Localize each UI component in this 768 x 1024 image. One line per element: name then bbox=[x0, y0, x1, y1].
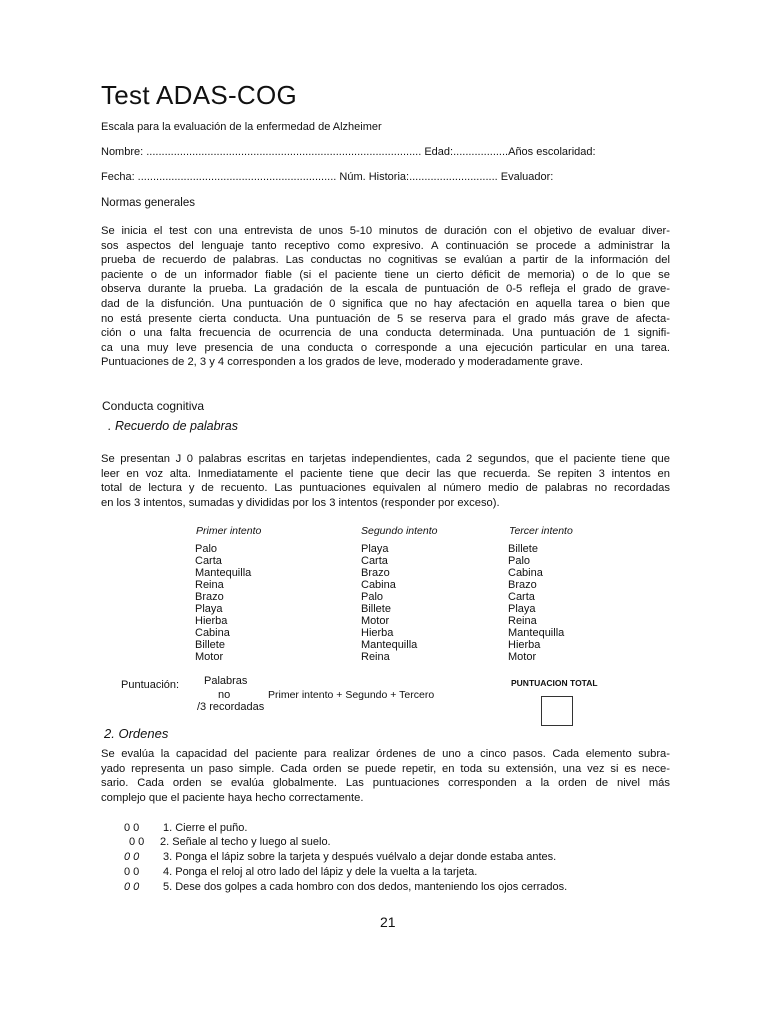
score-formula: Primer intento + Segundo + Tercero bbox=[268, 689, 435, 701]
puntuacion-total-label: PUNTUACION TOTAL bbox=[511, 678, 598, 688]
order-text: 2. Señale al techo y luego al suelo. bbox=[160, 836, 331, 848]
list-item: Brazo bbox=[361, 567, 390, 579]
list-item: Brazo bbox=[195, 591, 224, 603]
puntuacion-label: Puntuación: bbox=[121, 679, 180, 691]
ordenes-line: Se evalúa la capacidad del paciente para realizar órdenes de uno a cinco pasos. Cada elemento subra- bbox=[101, 748, 670, 760]
no-label: no bbox=[218, 689, 231, 701]
recuerdo-heading: . Recuerdo de palabras bbox=[108, 419, 238, 433]
list-item: Hierba bbox=[195, 615, 228, 627]
order-text: 1. Cierre el puño. bbox=[163, 822, 248, 834]
list-item: Carta bbox=[508, 591, 535, 603]
list-item: Motor bbox=[508, 651, 537, 663]
recuerdo-line: en los 3 intentos, sumadas y divididas por los 3 intentos (responder por exceso). bbox=[101, 496, 500, 509]
normas-heading: Normas generales bbox=[101, 197, 195, 209]
column-heading-tercer: Tercer intento bbox=[509, 525, 573, 537]
order-text: 3. Ponga el lápiz sobre la tarjeta y después vuélvalo a dejar donde estaba antes. bbox=[163, 851, 557, 863]
list-item: Mantequilla bbox=[508, 627, 565, 639]
column-heading-segundo: Segundo intento bbox=[361, 525, 438, 537]
list-item: Reina bbox=[195, 579, 224, 591]
ordenes-line: sario. Cada orden se evalúa globalmente. Las puntuaciones corresponden a la orden de nivel más bbox=[101, 777, 670, 790]
list-item: Billete bbox=[195, 639, 225, 651]
list-item: Palo bbox=[508, 555, 531, 567]
page-number: 21 bbox=[380, 914, 396, 930]
list-item: Palo bbox=[361, 591, 384, 603]
order-marks: 0 0 bbox=[129, 836, 145, 848]
list-item: Reina bbox=[361, 651, 390, 663]
list-item: Motor bbox=[361, 615, 390, 627]
order-text: 5. Dese dos golpes a cada hombro con dos dedos, manteniendo los ojos cerrados. bbox=[163, 881, 568, 893]
recordadas-label: /3 recordadas bbox=[197, 701, 265, 713]
score-total-box[interactable] bbox=[541, 696, 573, 726]
normas-line: no está presente cierta conducta. Una puntuación de 5 se reserva para el grado más grave de afecta- bbox=[101, 312, 670, 325]
order-marks: 0 0 bbox=[124, 866, 140, 878]
list-item: Cabina bbox=[195, 627, 230, 639]
normas-line: sos aspectos del lenguaje tanto receptivo como expresivo. A continuación se procede a administrar la bbox=[101, 239, 670, 252]
normas-line: Se inicia el test con una entrevista de unos 5-10 minutos de duración con el objetivo de evaluar diver- bbox=[101, 225, 670, 237]
word-list-segundo bbox=[361, 543, 417, 663]
list-item: Playa bbox=[195, 603, 223, 615]
ordenes-paragraph bbox=[101, 747, 670, 805]
palabras-label: Palabras bbox=[204, 675, 248, 687]
subtitle: Escala para la evaluación de la enfermedad de Alzheimer bbox=[101, 121, 382, 133]
list-item: Motor bbox=[195, 651, 224, 663]
normas-line: Puntuaciones de 2, 3 y 4 corresponden a los grados de leve, moderado y moderadamente grave. bbox=[101, 356, 583, 369]
column-heading-primer: Primer intento bbox=[196, 525, 262, 537]
order-marks: 0 0 bbox=[124, 822, 140, 834]
normas-line: paciente o de un informador fiable (si el paciente tiene un cierto déficit de memoria) o de lo que se bbox=[101, 268, 670, 281]
list-item: Playa bbox=[361, 543, 389, 555]
recuerdo-line: Se presentan J 0 palabras escritas en tarjetas independientes, cada 2 segundos, que el paciente tiene que bbox=[101, 453, 670, 465]
list-item: Playa bbox=[508, 603, 536, 615]
list-item: Palo bbox=[195, 543, 218, 555]
list-item: Hierba bbox=[508, 639, 541, 651]
list-item: Hierba bbox=[361, 627, 394, 639]
page-title: Test ADAS-COG bbox=[101, 80, 298, 110]
list-item: Cabina bbox=[508, 567, 543, 579]
order-text: 4. Ponga el reloj al otro lado del lápiz y dele la vuelta a la tarjeta. bbox=[163, 866, 478, 878]
normas-line: dad de la disfunción. Una puntuación de 0 significa que no hay afectación en aquella tarea o bien que bbox=[101, 297, 670, 310]
recuerdo-line: total de lectura y de recuento. Las puntuaciones equivalen al número medio de palabras no recordadas bbox=[101, 482, 670, 495]
list-item: Mantequilla bbox=[195, 567, 252, 579]
conducta-heading: Conducta cognitiva bbox=[102, 399, 205, 413]
list-item: Reina bbox=[508, 615, 537, 627]
list-item: Brazo bbox=[508, 579, 537, 591]
list-item: Carta bbox=[361, 555, 388, 567]
ordenes-heading: 2. Ordenes bbox=[104, 726, 169, 741]
word-list-tercer bbox=[508, 543, 564, 663]
list-item: Billete bbox=[508, 543, 538, 555]
recuerdo-line: leer en voz alta. Inmediatamente el paciente tiene que decir las que recuerda. Se repiten 3 intentos en bbox=[101, 467, 670, 480]
order-marks: 0 0 bbox=[124, 881, 140, 893]
normas-line: observa durante la prueba. La gradación de la escala de puntuación de 0-5 refleja el grado de grave- bbox=[101, 283, 670, 296]
list-item: Cabina bbox=[361, 579, 396, 591]
word-list-primer bbox=[195, 543, 251, 663]
list-item: Billete bbox=[361, 603, 391, 615]
normas-line: ción o una falta frecuencia de ocurrencia de una conducta determinada. Una puntuación de 1 signifi- bbox=[101, 327, 670, 340]
normas-line: ca una muy leve presencia de una conducta o corresponde a una ejecución particular en una tarea. bbox=[101, 341, 670, 354]
normas-paragraph bbox=[101, 224, 670, 370]
order-marks: 0 0 bbox=[124, 851, 140, 863]
list-item: Mantequilla bbox=[361, 639, 418, 651]
form-nombre-line: Nombre: .......................................................................................... Edad:..................Años escolaridad: bbox=[101, 146, 596, 158]
ordenes-line: yado representa un paso simple. Cada orden se puede repetir, en toda su extensión, una vez si es nece- bbox=[101, 762, 670, 775]
normas-line: prueba de recuerdo de palabras. Las conductas no cognitivas se evalúan a partir de la información del bbox=[101, 254, 670, 267]
form-fecha-line: Fecha: ................................................................. Núm. Historia:............................. Evaluador: bbox=[101, 171, 554, 183]
list-item: Carta bbox=[195, 555, 222, 567]
ordenes-line: complejo que el paciente haya hecho correctamente. bbox=[101, 791, 364, 804]
recuerdo-paragraph bbox=[101, 452, 670, 510]
